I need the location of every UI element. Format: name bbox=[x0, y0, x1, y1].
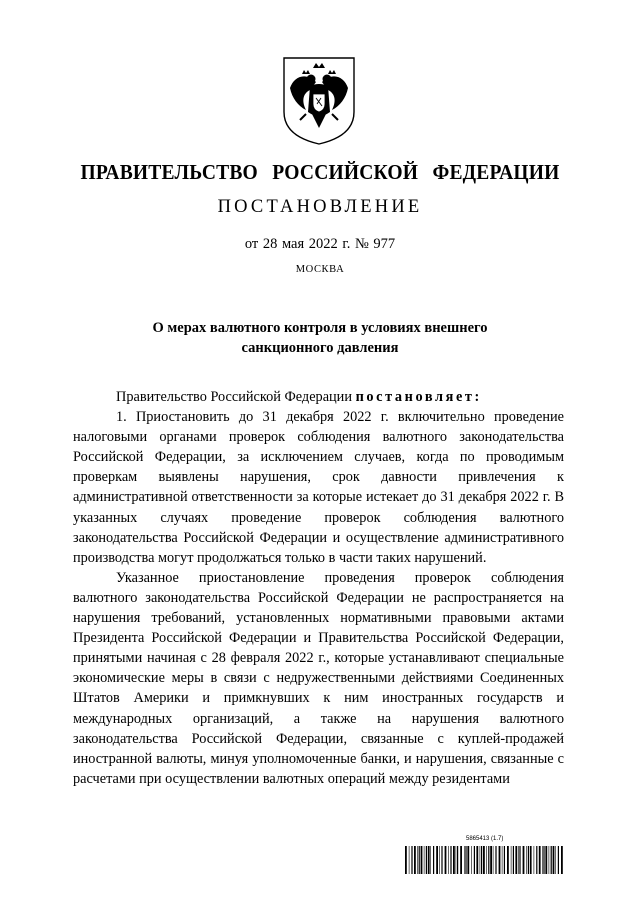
document-date-number: от 28 мая 2022 г. № 977 bbox=[244, 236, 396, 252]
intro-lead: Правительство Российской Федерации bbox=[116, 389, 356, 405]
coat-of-arms-icon bbox=[280, 54, 358, 146]
barcode-number: 5865413 (1.7) bbox=[466, 836, 504, 842]
subject-line-1: О мерах валютного контроля в условиях внешнего bbox=[152, 320, 488, 336]
paragraph-2: Указанное приостановление проведения проверок соблюдения валютного законодательства Российской Федерации не распространяется на нарушения требований, установленных нормативными правовыми актами Президента Российской Федерации и Правительства Российской Федерации, принятыми начиная с 28 февраля 2022 г., которые устанавливают специальные экономические меры в связи с недружественными действиями Соединенных Штатов Америки и примкнувших к ним иностранных государств и международных организаций, а также на нарушения валютного законодательства Российской Федерации, связанные с куплей-продажей иностранной валюты, минуя уполномоченные банки, и нарушения, связанные с расчетами при осуществлении валютных операций между резидентами bbox=[73, 569, 564, 787]
document-city: МОСКВА bbox=[295, 264, 345, 275]
subject-line-2: санкционного давления bbox=[241, 340, 399, 356]
barcode-icon bbox=[405, 846, 565, 874]
intro-resolves: постановляет: bbox=[355, 389, 482, 405]
document-subject bbox=[0, 318, 640, 358]
document-body bbox=[73, 387, 564, 789]
document-type: ПОСТАНОВЛЕНИЕ bbox=[217, 197, 423, 217]
intro-paragraph bbox=[73, 387, 564, 407]
paragraph-1: 1. Приостановить до 31 декабря 2022 г. включительно проведение налоговыми органами проверок соблюдения валютного законодательства Российской Федерации, за исключением случаев, когда по проводимым проверкам выявлены нарушения, срок давности привлечения к административной ответственности за которые истекает до 31 декабря 2022 г. В указанных случаях проведение проверок соблюдения валютного законодательства Российской Федерации и осуществление административного производства могут продолжаться только в части таких нарушений. bbox=[73, 409, 564, 566]
government-title: ПРАВИТЕЛЬСТВО РОССИЙСКОЙ ФЕДЕРАЦИИ bbox=[80, 160, 560, 184]
